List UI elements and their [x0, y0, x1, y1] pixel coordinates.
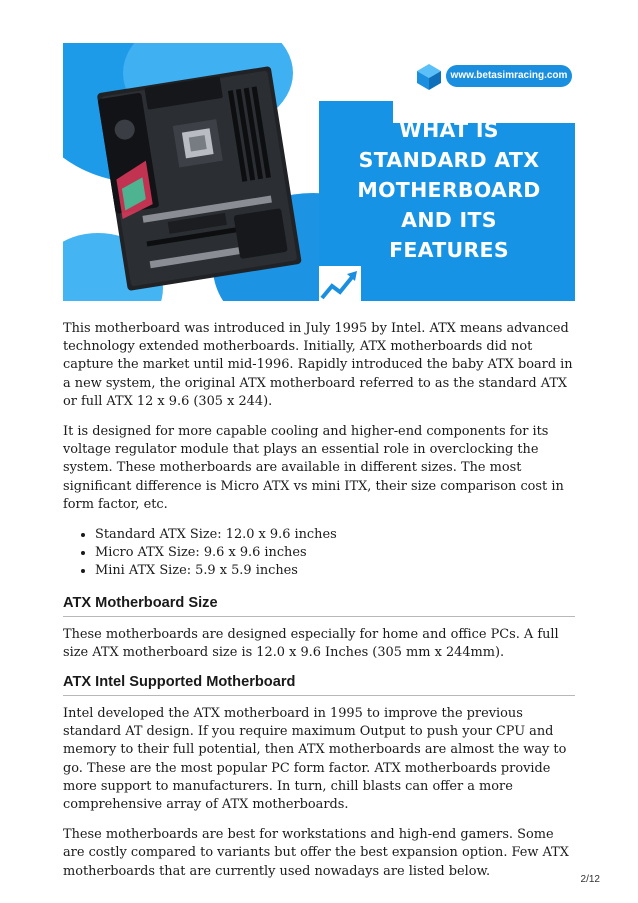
- hero-banner: [63, 43, 575, 301]
- list-item: • Micro ATX Size: 9.6 x 9.6 inches: [95, 544, 575, 562]
- size-list: [63, 526, 575, 581]
- motherboard-photo: [77, 57, 315, 297]
- article-body: [63, 320, 575, 893]
- intro-paragraph: This motherboard was introduced in July 1995 by Intel. ATX means advanced technology extended motherboards. Initially, ATX motherboards did not capture the market until mid-1996. Rapidly introduced the baby ATX board in a new system, the original ATX motherboard referred to as the standard ATX or full ATX 12 x 9.6 (305 x 244).: [63, 321, 573, 409]
- page-number: 2/12: [580, 874, 600, 885]
- list-item: • Standard ATX Size: 12.0 x 9.6 inches: [95, 526, 575, 544]
- section-heading-size: ATX Motherboard Size: [63, 595, 575, 617]
- intel-paragraph: Intel developed the ATX motherboard in 1995 to improve the previous standard AT design. If you require maximum Output to push your CPU and memory to their full potential, then ATX motherboards are almost the way to go. These are the most popular PC form factor. ATX motherboards provide more support to manufacturers. In turn, chill blasts can offer a more comprehensive array of ATX motherboards.: [63, 706, 567, 813]
- design-paragraph: It is designed for more capable cooling and higher-end components for its voltage regulator module that plays an essential role in overclocking the system. These motherboards are available in different sizes. The most significant difference is Micro ATX vs mini ITX, their size comparison cost in form factor, etc.: [63, 424, 564, 512]
- banner-title: WHAT IS STANDARD ATX MOTHERBOARD AND ITS FEATURES: [357, 118, 541, 262]
- site-url[interactable]: www.betasimracing.com: [446, 65, 572, 87]
- section-heading-intel: ATX Intel Supported Motherboard: [63, 674, 575, 696]
- list-item: • Mini ATX Size: 5.9 x 5.9 inches: [95, 562, 575, 580]
- size-paragraph: These motherboards are designed especially for home and office PCs. A full size ATX motherboard size is 12.0 x 9.6 Inches (305 mm x 244mm).: [63, 626, 559, 660]
- trend-arrow-icon: [319, 266, 361, 301]
- workstation-paragraph: These motherboards are best for workstations and high-end gamers. Some are costly compared to variants but offer the best expansion option. Few ATX motherboards that are currently used nowadays are listed below.: [63, 827, 569, 879]
- cube-logo-icon: [416, 63, 442, 91]
